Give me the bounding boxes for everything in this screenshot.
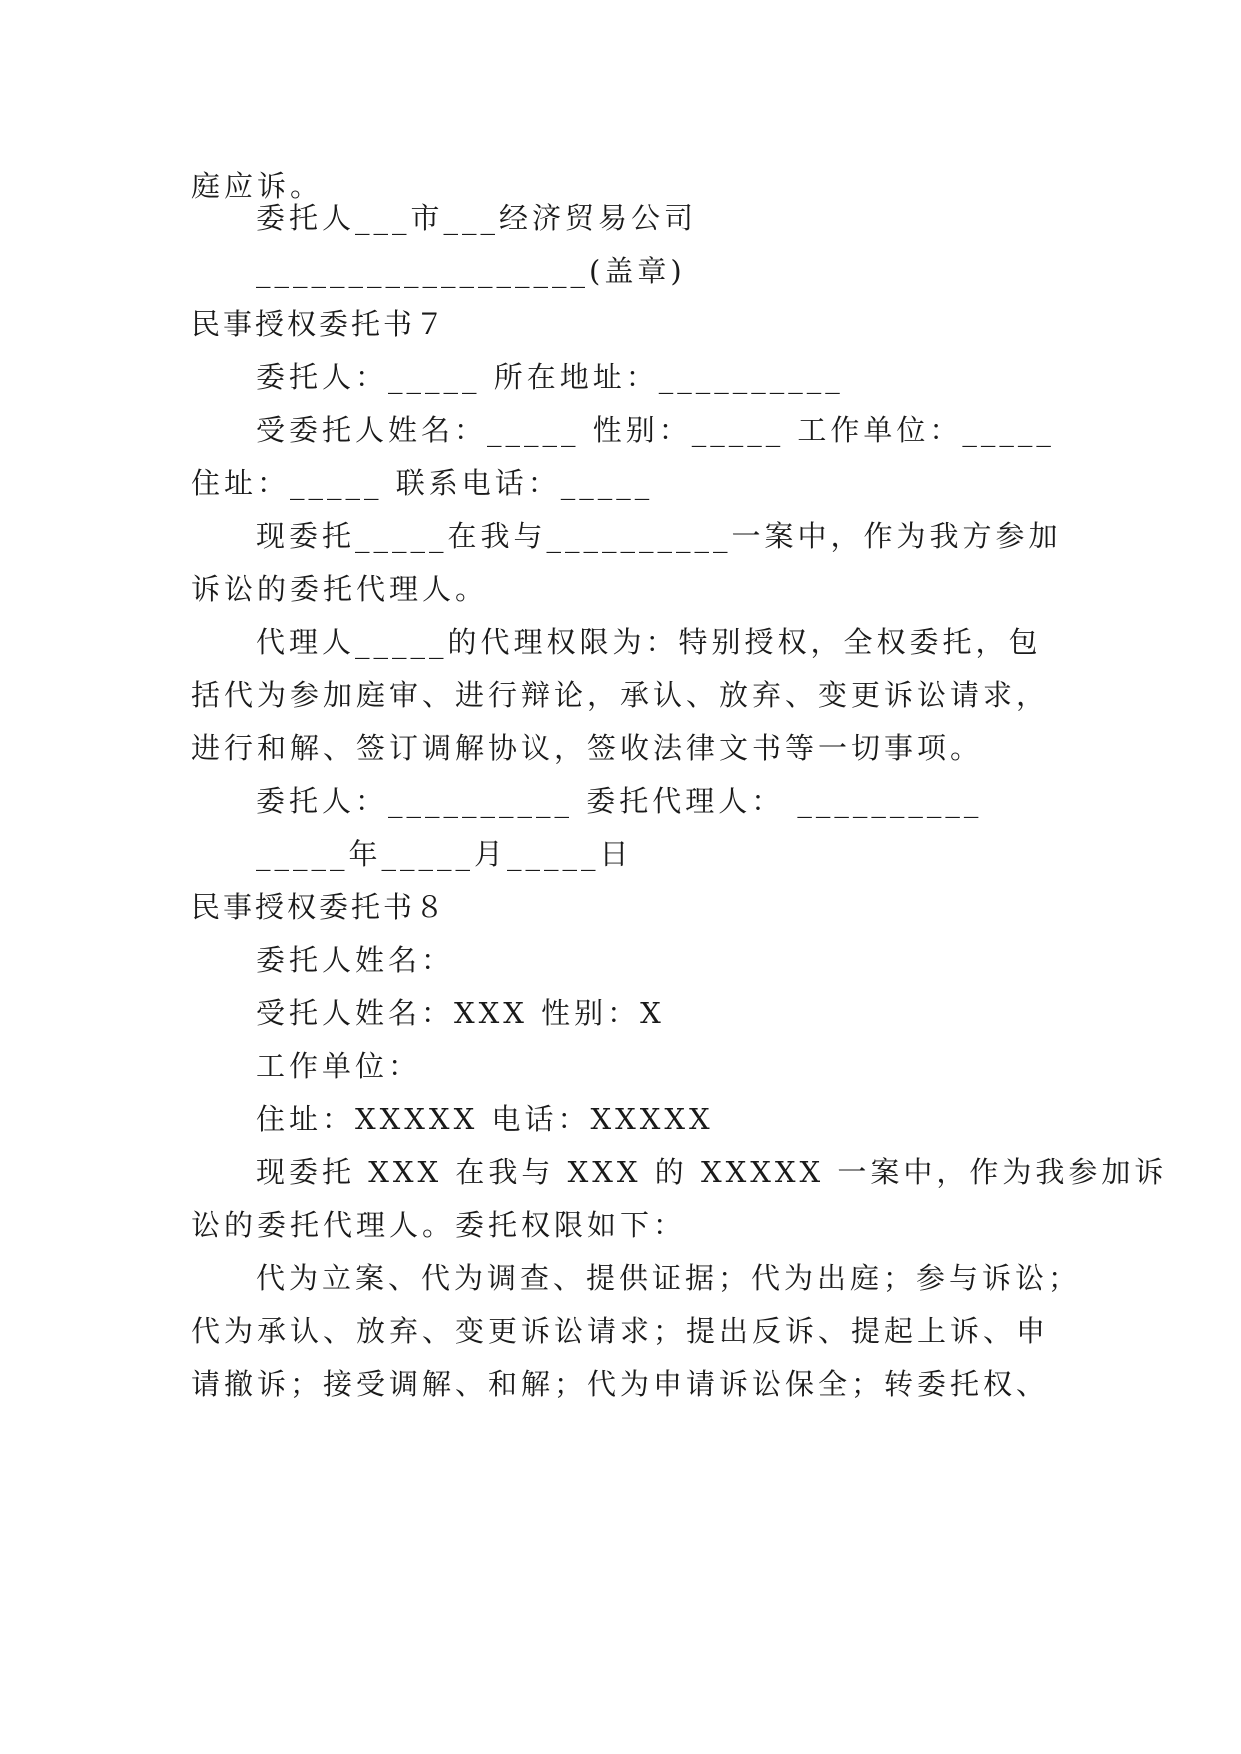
text-line: 现委托 XXX 在我与 XXX 的 XXXXX 一案中，作为我参加诉 — [256, 1155, 1168, 1189]
text-line: 括代为参加庭审、进行辩论，承认、放弃、变更诉讼请求， — [191, 678, 1050, 712]
text-line: _____年_____月_____日 — [256, 837, 633, 871]
text-line: 受委托人姓名：_____ 性别：_____ 工作单位：_____ — [256, 413, 1055, 447]
text-line: 住址：XXXXX 电话：XXXXX — [256, 1102, 714, 1136]
text-line: 现委托_____在我与__________一案中，作为我方参加 — [256, 519, 1062, 553]
text-line: 庭应诉。 — [191, 169, 324, 203]
text-line: 代为承认、放弃、变更诉讼请求；提出反诉、提起上诉、申 — [191, 1314, 1050, 1348]
text-line: 代理人_____的代理权限为：特别授权，全权委托，包 — [256, 625, 1042, 659]
text-line: 代为立案、代为调查、提供证据；代为出庭；参与诉讼； — [256, 1261, 1082, 1295]
text-line: 诉讼的委托代理人。 — [191, 572, 489, 606]
text-line: 住址：_____ 联系电话：_____ — [191, 466, 654, 500]
text-line: 委托人___市___经济贸易公司 — [256, 201, 698, 235]
text-line: __________________(盖章) — [256, 254, 686, 288]
text-line: 委托人姓名： — [256, 943, 455, 977]
text-line: 讼的委托代理人。委托权限如下： — [191, 1208, 687, 1242]
text-line: 请撤诉；接受调解、和解；代为申请诉讼保全；转委托权、 — [191, 1367, 1050, 1401]
section-heading: 民事授权委托书８ — [191, 890, 448, 924]
text-line: 委托人：_____ 所在地址：__________ — [256, 360, 844, 394]
section-heading: 民事授权委托书７ — [191, 307, 448, 341]
text-line: 受托人姓名：XXX 性别：X — [256, 996, 665, 1030]
text-line: 工作单位： — [256, 1049, 422, 1083]
text-line: 委托人：__________ 委托代理人： __________ — [256, 784, 983, 818]
text-line: 进行和解、签订调解协议，签收法律文书等一切事项。 — [191, 731, 984, 765]
